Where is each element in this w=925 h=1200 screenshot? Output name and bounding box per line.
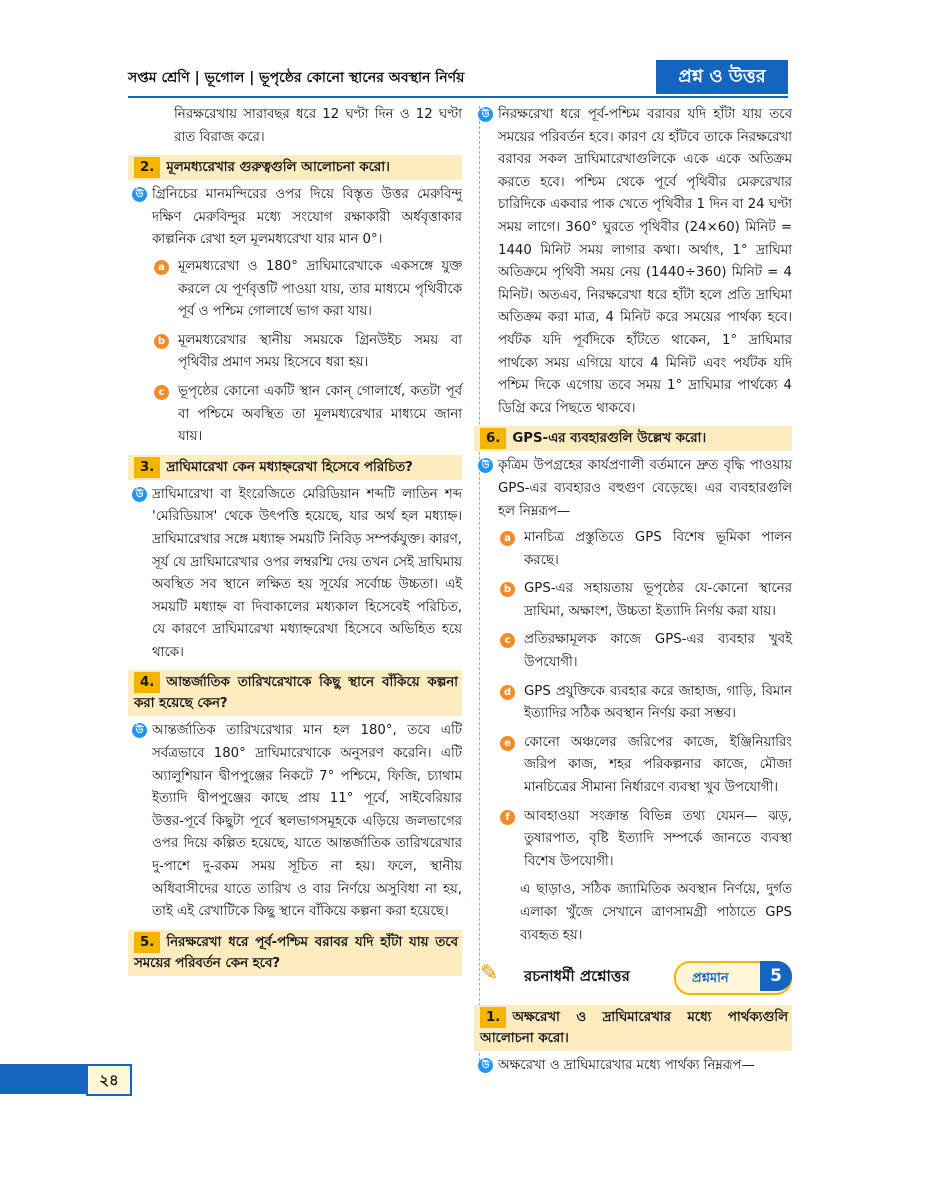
question-number: 6. (480, 428, 506, 449)
marks-badge (674, 961, 792, 995)
answer-4 (132, 720, 462, 923)
pencil-icon: ✎ (480, 961, 499, 987)
left-column (134, 104, 462, 980)
answer-text: দ্রাঘিমারেখা বা ইংরেজিতে মেরিডিয়ান শব্দটি লাতিন শব্দ 'মেরিডিয়াস' থেকে উৎপত্তি হয়েছে, যার অর্থ হল মধ্যাহ্ন। দ্রাঘিমারেখার সঙ্গে মধ্যাহ্ন সময়টি নিবিড় সম্পর্কযুক্ত। কারণ, সূর্য যে দ্রাঘিমারেখার ওপর লম্বরশ্মি দেয় তখন সেই দ্রাঘিমায় অবস্থিত সব স্থানে লক্ষিত হয় সূর্যের সর্বোচ্চ উচ্চতা। এই সময়টি মধ্যাহ্ন বা দিবাকালের মধ্যকাল হিসেবেই পরিচিত, যে কারণে দ্রাঘিমারেখা মধ্যাহ্নরেখা হিসেবে অভিহিত হয়ে থাকে। (152, 486, 462, 660)
right-column (480, 104, 792, 1078)
list-item (150, 256, 462, 324)
bullet-icon: a (154, 260, 169, 275)
answer-icon: উ (132, 487, 147, 502)
list-item-text: মূলমধ্যরেখার স্থানীয় সময়কে গ্রিনউইচ সময় বা পৃথিবীর প্রমাণ সময় হিসেবে ধরা হয়। (178, 332, 462, 371)
list-item (150, 330, 462, 375)
list-item-text: প্রতিরক্ষামূলক কাজে GPS-এর ব্যবহার খুবই উপযোগী। (524, 632, 792, 671)
section-badge: প্রশ্ন ও উত্তর (656, 60, 788, 94)
marks-label: প্রশ্নমান (692, 971, 729, 987)
answer-icon: উ (478, 458, 493, 473)
answer-text: কৃত্রিম উপগ্রহের কার্যপ্রণালী বর্তমানে দ্রুত বৃদ্ধি পাওয়ায় GPS-এর ব্যবহারও বহুগুণ বেড়েছে। এর ব্যবহারগুলি হল নিম্নরূপ— (498, 458, 792, 519)
bullet-icon: c (500, 633, 515, 648)
list-item-text: GPS প্রযুক্তিকে ব্যবহার করে জাহাজ, গাড়ি, বিমান ইত্যাদির সঠিক অবস্থান নির্ণয় করা সম্ভব। (524, 683, 792, 722)
question-3 (128, 455, 462, 480)
bullet-icon: d (500, 685, 515, 700)
question-text: অক্ষরেখা ও দ্রাঘিমারেখার মধ্যে পার্থক্যগুলি আলোচনা করো। (480, 1010, 788, 1047)
bullet-icon: b (500, 582, 515, 597)
bullet-icon: a (500, 531, 515, 546)
answer-3 (132, 484, 462, 665)
answer-icon: উ (478, 1058, 493, 1073)
answer-text: অক্ষরেখা ও দ্রাঘিমারেখার মধ্যে পার্থক্য নিম্নরূপ— (498, 1058, 755, 1074)
long-question-1 (474, 1005, 792, 1051)
list-item (496, 527, 792, 572)
list-item (496, 732, 792, 800)
question-4 (128, 670, 462, 716)
question-2 (128, 155, 462, 180)
question-number: 4. (134, 672, 160, 693)
question-number: 2. (134, 157, 160, 178)
answer-icon: উ (132, 723, 147, 738)
marks-value: 5 (760, 961, 792, 991)
list-item-text: মূলমধ্যরেখা ও 180° দ্রাঘিমারেখাকে একসঙ্গে যুক্ত করলে যে পূর্ণবৃত্তটি পাওয়া যায়, তার মাধ্যমে পৃথিবীকে পূর্ব ও পশ্চিম গোলার্ধে ভাগ করা যায়। (178, 258, 462, 320)
answer-icon: উ (478, 107, 493, 122)
list-item (150, 381, 462, 449)
section-title: রচনাধর্মী প্রশ্নোত্তর (524, 967, 630, 986)
question-text: নিরক্ষরেখা ধরে পূর্ব-পশ্চিম বরাবর যদি হাঁটা যায় তবে সময়ের পরিবর্তন কেন হবে? (134, 934, 458, 971)
answer-text: গ্রিনিচের মানমন্দিরের ওপর দিয়ে বিস্তৃত উত্তর মেরুবিন্দু দক্ষিণ মেরুবিন্দুর মধ্যে সংযোগ রক্ষাকারী অর্ধবৃত্তাকার কাল্পনিক রেখা হল মূলমধ্যরেখা যার মান 0°। (152, 187, 462, 248)
question-text: দ্রাঘিমারেখা কেন মধ্যাহ্নরেখা হিসেবে পরিচিত? (166, 459, 413, 475)
list-item-text: ভূপৃষ্ঠের কোনো একটি স্থান কোন্ গোলার্ধে, কতটা পূর্ব বা পশ্চিমে অবস্থিত তা মূলমধ্যরেখার মাধ্যমে জানা যায়। (178, 383, 462, 445)
question-text: GPS-এর ব্যবহারগুলি উল্লেখ করো। (512, 431, 707, 447)
bullet-icon: f (500, 810, 515, 825)
answer-5 (478, 104, 792, 420)
question-text: মূলমধ্যরেখার গুরুত্বগুলি আলোচনা করো। (166, 160, 390, 176)
answer-continuation: নিরক্ষরেখায় সারাবছর ধরে 12 ঘণ্টা দিন ও 12 ঘণ্টা রাত বিরাজ করে। (174, 107, 462, 145)
answer-extra: এ ছাড়াও, সঠিক জ্যামিতিক অবস্থান নির্ণয়ে, দুর্গত এলাকা খুঁজে সেখানে ত্রাণসামগ্রী পাঠাতে GPS ব্যবহৃত হয়। (520, 882, 792, 943)
list-item-text: GPS-এর সহায়তায় ভূপৃষ্ঠের যে-কোনো স্থানের দ্রাঘিমা, অক্ষাংশ, উচ্চতা ইত্যাদি নির্ণয় করা যায়। (524, 581, 792, 619)
list-item (496, 578, 792, 623)
long-answer-1 (478, 1055, 792, 1078)
bullet-icon: e (500, 736, 515, 751)
page-number: ২৪ (86, 1064, 132, 1096)
section-header (480, 959, 792, 995)
bullet-icon: b (154, 334, 169, 349)
list-item-text: কোনো অঞ্চলের জরিপের কাজে, ইঞ্জিনিয়ারিং জরিপ কাজ, শহর পরিকল্পনার কাজে, মৌজা মানচিত্রের সীমানা নির্ধারণে ব্যবস্থা খুব উপযোগী। (524, 734, 792, 796)
question-5 (128, 930, 462, 976)
answer-text: আন্তর্জাতিক তারিখরেখার মান হল 180°, তবে এটি সর্বত্রভাবে 180° দ্রাঘিমারেখাকে অনুসরণ করেনি। এটি অ্যালুশিয়ান দ্বীপপুঞ্জের নিকটে 7° পশ্চিমে, ফিজি, চ্যাথাম ইত্যাদি দ্বীপপুঞ্জের কাছে প্রায় 11° পূর্বে, সাইবেরিয়ার উত্তর-পূর্বে কিছুটা পূর্বে স্থলভাগসমূহকে এড়িয়ে জলভাগের ওপর দিয়ে কল্পিত হয়েছে, যাতে আন্তর্জাতিক তারিখরেখার দু-পাশে দু-রকম সময় সূচিত না হয়। ফলে, স্থানীয় অধিবাসীদের যাতে তারিখ ও বার নির্ণয়ে অসুবিধা না হয়, তাই এই রেখাটিকে কিছু স্থানে বাঁকিয়ে কল্পনা করা হয়েছে। (152, 723, 462, 920)
answer-text: নিরক্ষরেখা ধরে পূর্ব-পশ্চিম বরাবর যদি হাঁটা যায় তবে সময়ের পরিবর্তন হবে। কারণ যে হাঁটবে তাকে নিরক্ষরেখা বরাবর সকল দ্রাঘিমারেখাগুলিকে একে একে অতিক্রম করতে হবে। পশ্চিম থেকে পূর্বে পৃথিবীর মেরুরেখার চারিদিকে একবার পাক খেতে পৃথিবীর 1 দিন বা 24 ঘণ্টা সময় লাগে। 360° ঘুরতে পৃথিবীর (24×60) মিনিট = 1440 মিনিট সময় লাগার কথা। অর্থাৎ, 1° দ্রাঘিমা অতিক্রমে পৃথিবী সময় নেয় (1440÷360) মিনিট = 4 মিনিট। অতএব, নিরক্ষরেখা ধরে হাঁটা হলে প্রতি দ্রাঘিমা অতিক্রম করা মাত্র, 4 মিনিট করে সময়ের পার্থক্য হবে। পর্যটক যদি পূর্বদিকে হাঁটতে থাকেন, 1° দ্রাঘিমার পার্থক্যে সময় এগিয়ে যাবে 4 মিনিট এবং পর্যটক যদি পশ্চিম দিকে এগোয় তবে সময় 1° দ্রাঘিমার পার্থক্যে 4 ডিগ্রি করে পিছতে থাকবে। (498, 107, 792, 416)
answer-icon: উ (132, 187, 147, 202)
bullet-icon: c (154, 385, 169, 400)
question-number: 1. (480, 1007, 506, 1028)
list-item (496, 806, 792, 874)
list-item (496, 629, 792, 674)
question-number: 3. (134, 457, 160, 478)
answer-6 (478, 455, 792, 523)
question-text: আন্তর্জাতিক তারিখরেখাকে কিছু স্থানে বাঁকিয়ে কল্পনা করা হয়েছে কেন? (134, 675, 458, 712)
question-6 (474, 426, 792, 451)
list-item-text: আবহাওয়া সংক্রান্ত বিভিন্ন তথ্য যেমন— ঝড়, তুষারপাত, বৃষ্টি ইত্যাদি সম্পর্কে জানতে ব্যবস্থা বিশেষ উপযোগী। (524, 808, 792, 869)
list-item-text: মানচিত্র প্রস্তুতিতে GPS বিশেষ ভূমিকা পালন করছে। (524, 530, 792, 568)
header-rule (128, 96, 788, 98)
answer-2 (132, 184, 462, 252)
page-header-title: সপ্তম শ্রেণি | ভূগোল | ভূপৃষ্ঠের কোনো স্থানের অবস্থান নির্ণয় (128, 70, 465, 86)
question-number: 5. (134, 932, 160, 953)
list-item (496, 681, 792, 726)
